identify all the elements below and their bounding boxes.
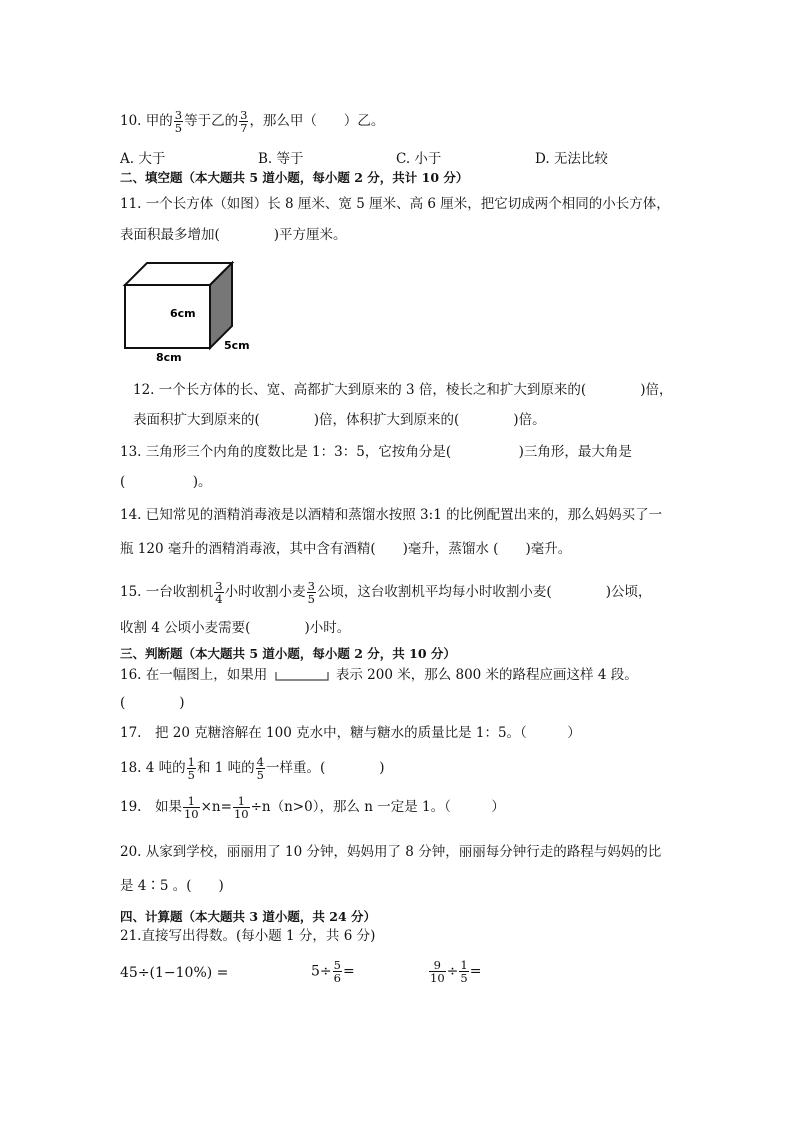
q18-text-3: 一样重。( ) <box>265 760 385 777</box>
q10-option-c: C. 小于 <box>396 151 442 167</box>
q10-text-1: 甲的 <box>145 113 173 130</box>
height-label: 6cm <box>170 307 196 320</box>
q19-f2-denominator: 10 <box>233 807 249 822</box>
length-label: 8cm <box>156 351 182 364</box>
q10-text-3: ，那么甲（ ）乙。 <box>249 113 385 130</box>
q15-number: 15. <box>120 584 142 601</box>
q19-f1-numerator: 1 <box>183 795 200 808</box>
section-3-title: 三、判断题（本大题共 5 道小题，每小题 2 分，共 10 分） <box>120 646 456 661</box>
q19-text-3: ÷n（n>0），那么 n 一定是 1。（ ） <box>250 799 505 816</box>
q15-text-2: 小时收割小麦 <box>224 584 306 601</box>
q15-fraction-2 <box>307 580 316 605</box>
q10-option-d: D. 无法比较 <box>535 151 608 167</box>
q21-e3-denominator-2: 5 <box>460 971 468 986</box>
section-4-title: 四、计算题（本大题共 3 道小题，共 24 分） <box>120 909 377 924</box>
q16-line-1 <box>120 669 638 683</box>
q18-fraction-2 <box>256 756 265 781</box>
q18-fraction-1 <box>187 756 196 781</box>
q17-line: 17. 把 20 克糖溶解在 100 克水中，糖与糖水的质量比是 1：5。（ ） <box>120 725 581 741</box>
q21-e3-equals: = <box>469 963 482 980</box>
q21-e2-denominator: 6 <box>333 971 341 986</box>
q19-f2-numerator: 1 <box>233 795 250 808</box>
q16-text-2: 表示 200 米，那么 800 米的路程应画这样 4 段。 <box>335 667 638 683</box>
q19-text-2: ×n= <box>200 799 232 816</box>
q10-f1-denominator: 5 <box>174 121 183 136</box>
q10-number: 10. <box>120 113 142 130</box>
q11-line-2: 表面积最多增加( )平方厘米。 <box>120 227 347 243</box>
q18-f2-denominator: 5 <box>256 768 264 783</box>
q19-line <box>120 795 505 820</box>
q18-f1-denominator: 5 <box>187 768 195 783</box>
q10-f2-denominator: 7 <box>240 121 248 136</box>
q10-f2-numerator: 3 <box>240 108 248 122</box>
section-2-title: 二、填空题（本大题共 5 道小题，每小题 2 分，共计 10 分） <box>120 170 469 185</box>
q21-e3-numerator-1: 9 <box>429 959 446 972</box>
q18-text-2: 和 1 吨的 <box>196 760 255 777</box>
q21-expression-3 <box>428 959 481 984</box>
q16-line-2: ( ) <box>120 695 185 711</box>
q21-title: 21.直接写出得数。(每小题 1 分，共 6 分) <box>120 928 376 944</box>
q12-line-2: 表面积扩大到原来的( )倍，体积扩大到原来的( )倍。 <box>133 412 546 428</box>
q10-option-a: A. 大于 <box>120 151 166 167</box>
q21-expression-1: 45÷(1−10%) = <box>120 965 229 981</box>
q15-f1-denominator: 4 <box>215 592 223 607</box>
q21-e3-denominator-1: 10 <box>430 971 445 986</box>
q19-fraction-2 <box>233 795 250 820</box>
q20-line-2: 是 4∶5 。( ) <box>120 878 224 894</box>
q14-line-2: 瓶 120 毫升的酒精消毒液，其中含有酒精( )毫升，蒸馏水 ( )毫升。 <box>120 541 572 557</box>
scale-bar-icon <box>274 670 330 682</box>
q10-fraction-1 <box>174 109 183 134</box>
q21-e3-fraction-1 <box>429 959 446 984</box>
q21-e3-fraction-2 <box>459 959 468 984</box>
q12-line-1: 12. 一个长方体的长、宽、高都扩大到原来的 3 倍，棱长之和扩大到原来的( )倍， <box>133 382 673 398</box>
cuboid-front-face <box>125 285 210 348</box>
q10-f1-numerator: 3 <box>174 108 183 122</box>
q19-f1-denominator: 10 <box>183 807 199 822</box>
q21-e2-numerator: 5 <box>333 958 341 972</box>
width-label: 5cm <box>224 339 250 352</box>
q15-line-1 <box>120 580 651 605</box>
q21-e2-fraction <box>333 959 342 984</box>
q18-f2-numerator: 4 <box>256 755 264 769</box>
q14-line-1: 14. 已知常见的酒精消毒液是以酒精和蒸馏水按照 3:1 的比例配置出来的，那么妈妈买了一 <box>120 507 663 523</box>
q15-f2-denominator: 5 <box>307 592 315 607</box>
q21-e2-text: 5÷ <box>311 963 332 980</box>
q16-text-1: 16. 在一幅图上，如果用 <box>120 667 268 683</box>
q15-line-2: 收割 4 公顷小麦需要( )小时。 <box>120 620 351 636</box>
q15-f1-numerator: 3 <box>215 579 223 593</box>
q21-e3-operator: ÷ <box>446 963 459 980</box>
q10-text-2: 等于乙的 <box>184 113 239 130</box>
q18-f1-numerator: 1 <box>187 755 195 769</box>
q21-expression-2 <box>311 959 355 984</box>
q13-line-1: 13. 三角形三个内角的度数比是 1：3：5，它按角分是( )三角形，最大角是 <box>120 444 632 460</box>
q19-text-1: 19. 如果 <box>120 799 182 816</box>
q11-line-1: 11. 一个长方体（如图）长 8 厘米、宽 5 厘米、高 6 厘米，把它切成两个相同的小长方体， <box>120 196 670 212</box>
q15-f2-numerator: 3 <box>307 579 315 593</box>
q10-option-b: B. 等于 <box>258 151 304 167</box>
q15-fraction-1 <box>214 580 223 605</box>
q19-fraction-1 <box>183 795 200 820</box>
q13-line-2: ( )。 <box>120 474 212 490</box>
q15-text-3: 公顷，这台收割机平均每小时收割小麦( )公顷， <box>316 584 652 601</box>
q15-text-1: 一台收割机 <box>145 584 214 601</box>
q21-e2-equals: = <box>342 963 355 980</box>
q18-line <box>120 756 385 781</box>
q10-fraction-2 <box>239 109 248 134</box>
q18-text-1: 18. 4 吨的 <box>120 760 186 777</box>
cuboid-figure <box>118 258 258 366</box>
q20-line-1: 20. 从家到学校，丽丽用了 10 分钟，妈妈用了 8 分钟，丽丽每分钟行走的路程与妈妈的比 <box>120 844 662 860</box>
q10-stem <box>120 109 384 134</box>
q21-e3-numerator-2: 1 <box>460 958 468 972</box>
